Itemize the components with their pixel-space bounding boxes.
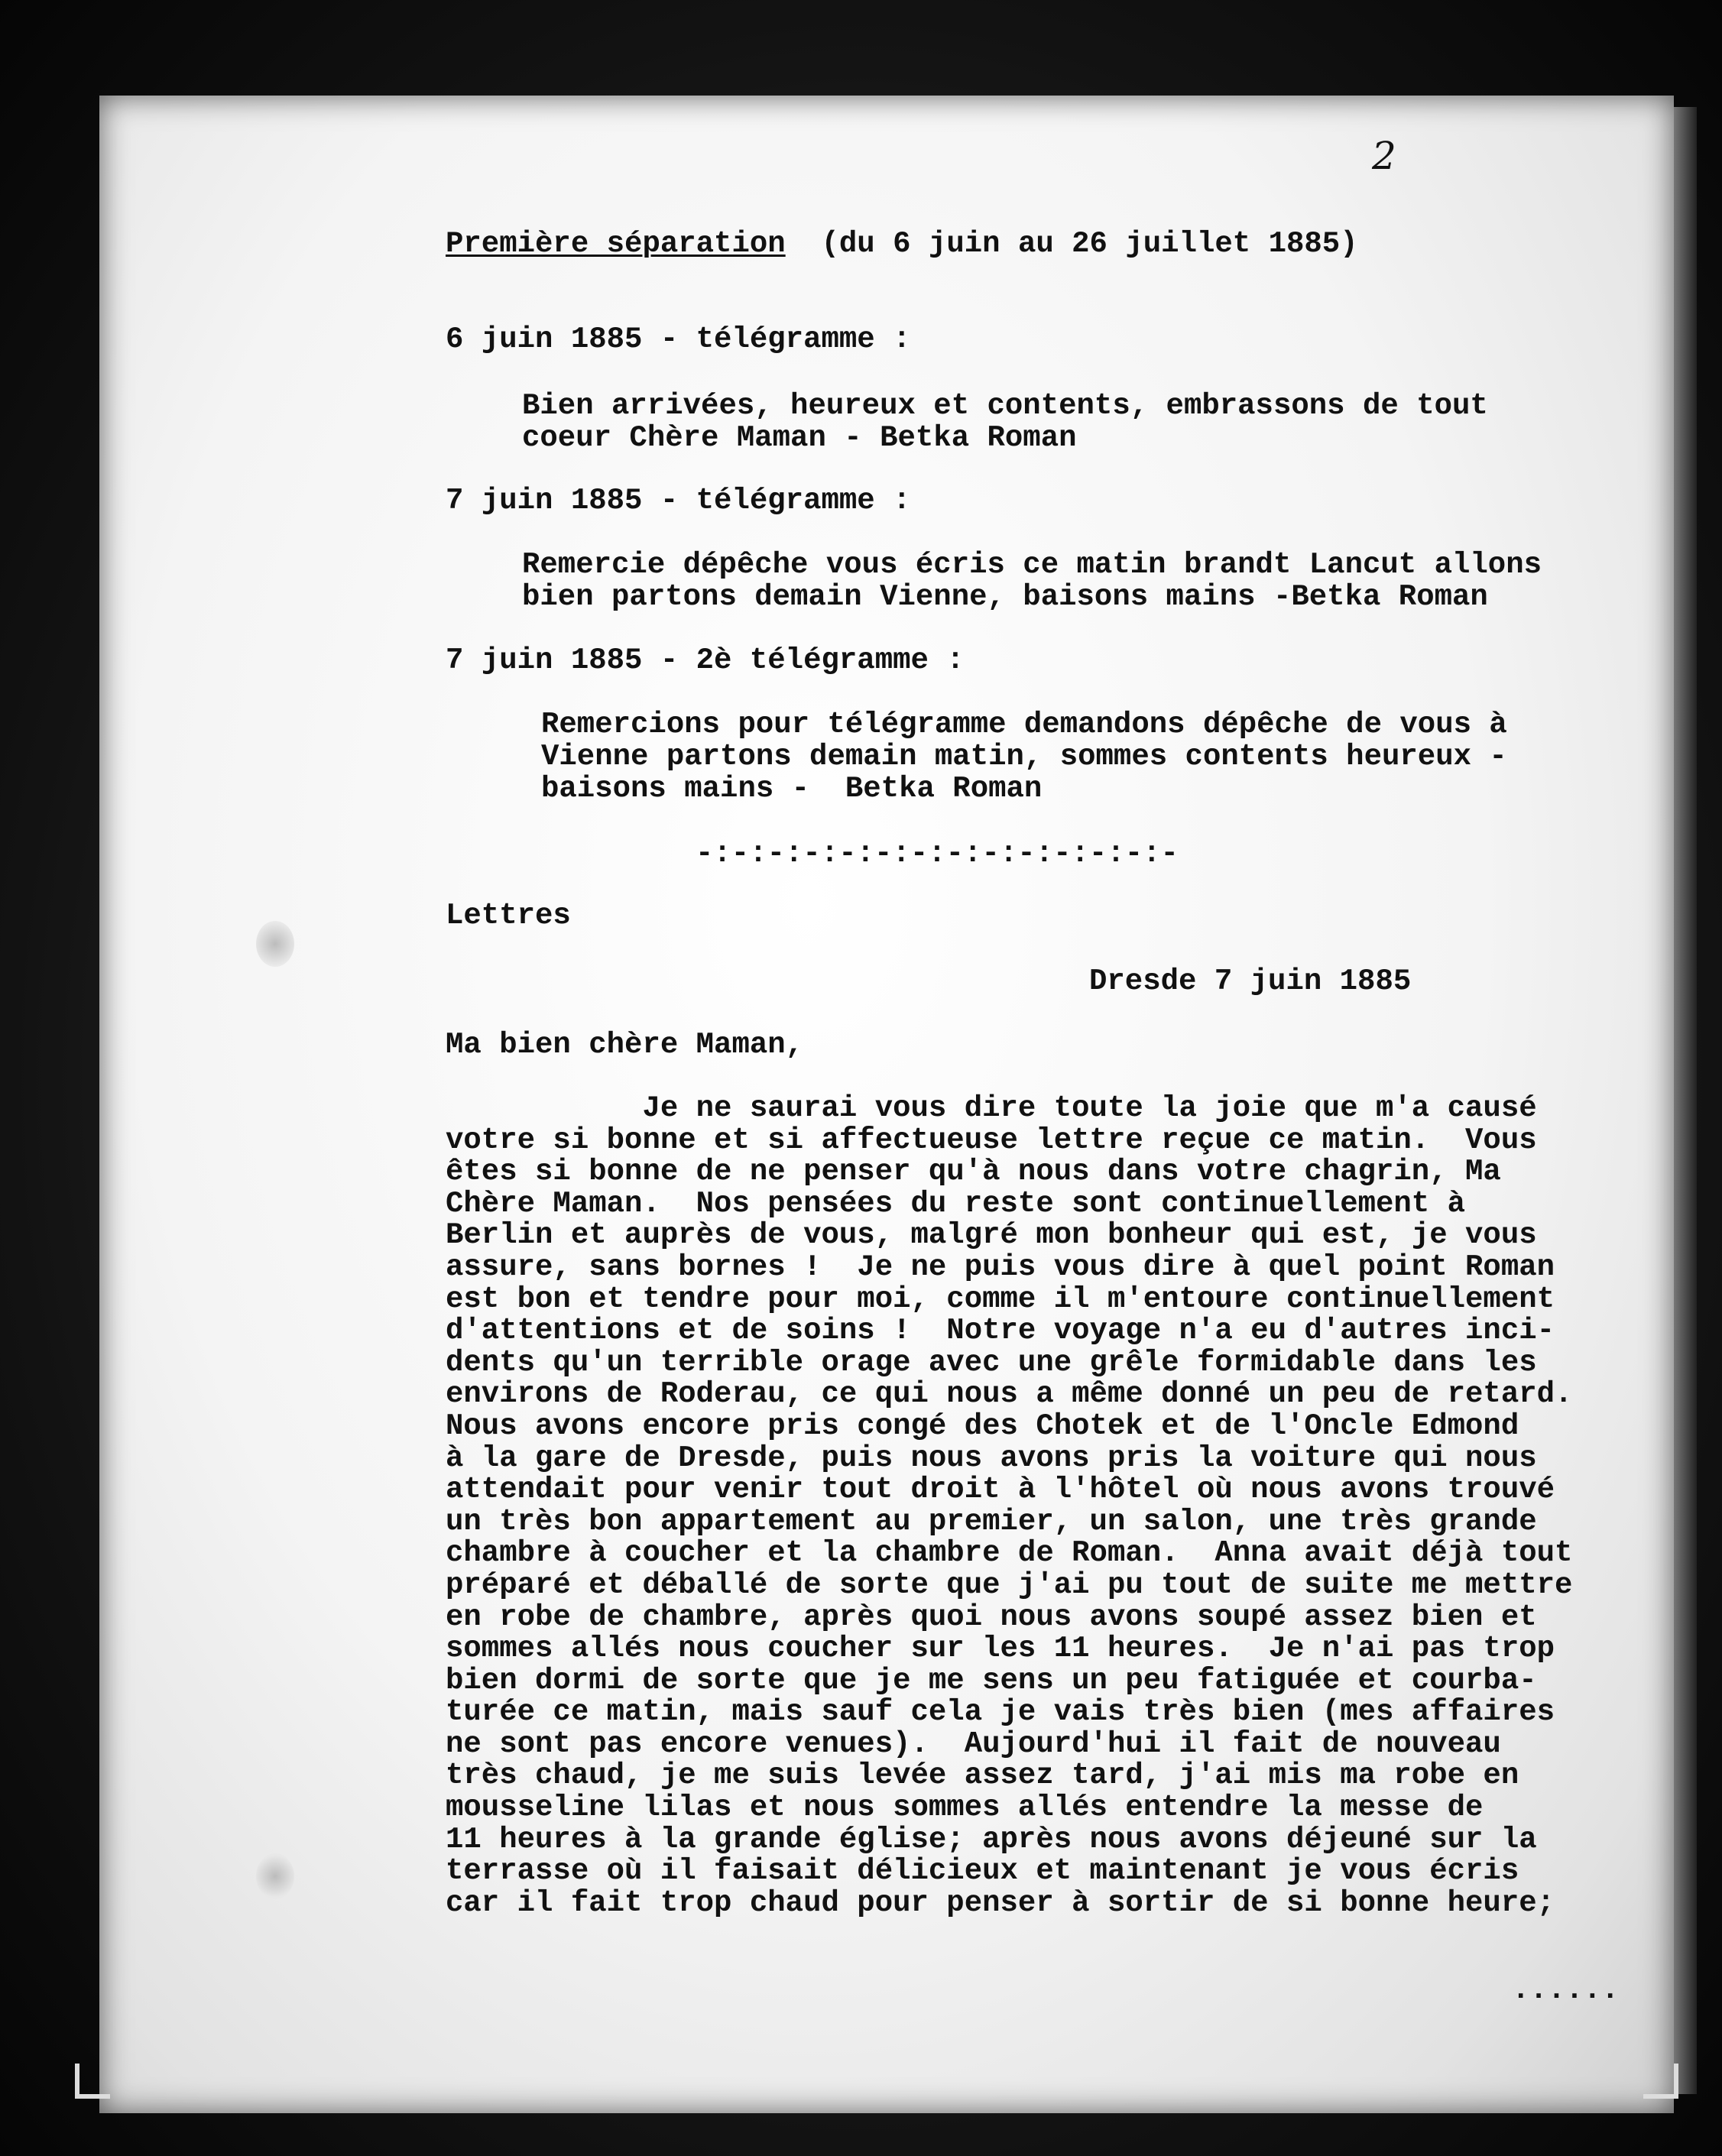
telegram-text: Remercie dépêche vous écris ce matin brandt Lancut allons bien partons demain Vienne, baisons mains -Betka Roman xyxy=(522,548,1542,614)
telegram-date: 7 juin 1885 - 2è télégramme : xyxy=(446,644,965,677)
punch-hole-mark xyxy=(256,921,294,967)
corner-mark xyxy=(1643,2064,1678,2099)
heading-date-range: (du 6 juin au 26 juillet 1885) xyxy=(821,227,1358,261)
continuation-mark: ...... xyxy=(1512,1973,1620,2007)
telegram-date: 7 juin 1885 - télégramme : xyxy=(446,484,911,517)
letter-salutation: Ma bien chère Maman, xyxy=(446,1028,804,1062)
corner-mark xyxy=(75,2064,110,2099)
telegram-date: 6 juin 1885 - télégramme : xyxy=(446,323,911,356)
section-label: Lettres xyxy=(446,899,571,932)
telegram-text: Remercions pour télégramme demandons dépêche de vous à Vienne partons demain matin, sommes contents heureux - baisons mains - Betka Roman xyxy=(541,708,1507,806)
section-heading xyxy=(446,228,1358,260)
letter-dateline: Dresde 7 juin 1885 xyxy=(1089,965,1412,998)
punch-hole-mark xyxy=(256,1853,294,1899)
paper-edge xyxy=(1674,107,1697,2094)
letter-body: Je ne saurai vous dire toute la joie que m'a causé votre si bonne et si affectueuse lettre reçue ce matin. Vous êtes si bonne de ne penser qu'à nous dans votre chagrin, Ma Chère Maman. Nos pensées du reste sont continuellement à Berlin et auprès de vous, malgré mon bonheur qui est, je vous assure, sans bornes ! Je ne puis vous dire à quel point Roman est bon et tendre pour moi, comme il m'entoure continuellement d'attentions et de soins ! Notre voyage n'a eu d'autres inci- dents qu'un terrible orage avec une grêle formidable dans les environs de Roderau, ce qui nous a même donné un peu de retard. Nous avons encore pris congé des Chotek et de l'Oncle Edmond à la gare de Dresde, puis nous avons pris la voiture qui nous attendait pour venir tout droit à l'hôtel où nous avons trouvé un très bon appartement au premier, un salon, une très grande chambre à coucher et la chambre de Roman. Anna avait déjà tout préparé et déballé de sorte que j'ai pu tout de suite me mettre en robe de chambre, après quoi nous avons soupé assez bien et sommes allés nous coucher sur les 11 heures. Je n'ai pas trop bien dormi de sorte que je me sens un peu fatiguée et courba- turée ce matin, mais sauf cela je vais très bien (mes affaires ne sont pas encore venues). Aujourd'hui il fait de nouveau très chaud, je me suis levée assez tard, j'ai mis ma robe en mousseline lilas et nous sommes allés entendre la messe de 11 heures à la grande église; après nous avons déjeuné sur la terrasse où il faisait délicieux et maintenant je vous écris car il fait trop chaud pour penser à sortir de si bonne heure; xyxy=(446,1091,1573,1920)
page-number: 2 xyxy=(1372,134,1396,178)
heading-title: Première séparation xyxy=(446,227,786,261)
telegram-text: Bien arrivées, heureux et contents, embrassons de tout coeur Chère Maman - Betka Roman xyxy=(522,389,1488,455)
section-separator: -:-:-:-:-:-:-:-:-:-:-:-:-:- xyxy=(696,837,1179,871)
